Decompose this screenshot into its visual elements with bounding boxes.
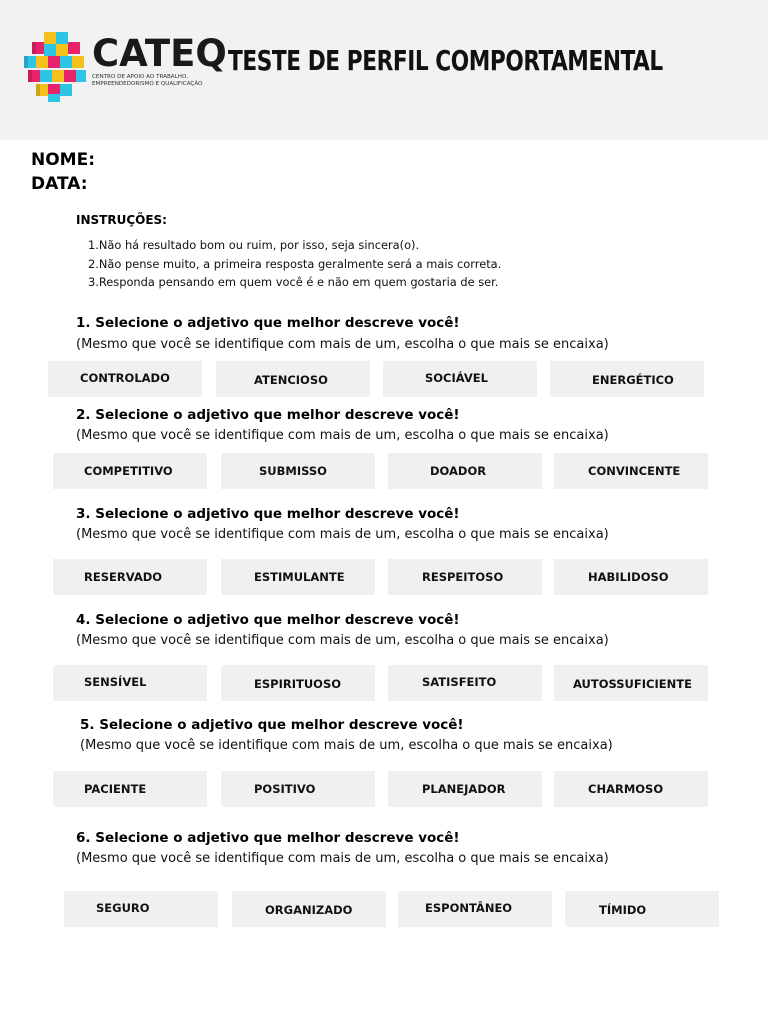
date-label: DATA:	[31, 174, 88, 194]
question-1-subtitle: (Mesmo que você se identifique com mais de um, escolha o que mais se encaixa)	[76, 337, 609, 352]
option-paciente[interactable]	[53, 771, 207, 807]
brand-name: CATEQ	[92, 32, 227, 75]
option-charmoso[interactable]	[554, 771, 708, 807]
option-energetico[interactable]	[550, 361, 704, 397]
option-doador[interactable]	[388, 453, 542, 489]
option-label: PACIENTE	[84, 782, 147, 796]
option-label: SATISFEITO	[422, 675, 497, 689]
option-label: ESTIMULANTE	[254, 570, 345, 584]
option-controlado[interactable]	[48, 361, 202, 397]
option-label: AUTOSSUFICIENTE	[573, 677, 692, 691]
option-label: COMPETITIVO	[84, 464, 173, 478]
header-band	[0, 0, 768, 140]
option-label: RESPEITOSO	[422, 570, 504, 584]
option-habilidoso[interactable]	[554, 559, 708, 595]
option-label: CONVINCENTE	[588, 464, 681, 478]
option-label: ENERGÉTICO	[592, 373, 674, 387]
instruction-item: 2.Não pense muito, a primeira resposta geralmente será a mais correta.	[88, 256, 502, 271]
option-timido[interactable]	[565, 891, 719, 927]
option-autossuficiente[interactable]	[554, 665, 708, 701]
option-respeitoso[interactable]	[388, 559, 542, 595]
cateq-logo-icon	[22, 30, 90, 102]
option-sociavel[interactable]	[383, 361, 537, 397]
instructions-list	[88, 236, 501, 292]
option-competitivo[interactable]	[53, 453, 207, 489]
option-label: RESERVADO	[84, 570, 163, 584]
option-label: SUBMISSO	[259, 464, 327, 478]
option-label: ATENCIOSO	[254, 373, 328, 387]
option-seguro[interactable]	[64, 891, 218, 927]
option-label: TÍMIDO	[599, 903, 647, 917]
option-label: CHARMOSO	[588, 782, 664, 796]
option-estimulante[interactable]	[221, 559, 375, 595]
question-5-title: 5. Selecione o adjetivo que melhor descreve você!	[80, 717, 464, 733]
option-submisso[interactable]	[221, 453, 375, 489]
option-atencioso[interactable]	[216, 361, 370, 397]
question-6-subtitle: (Mesmo que você se identifique com mais de um, escolha o que mais se encaixa)	[76, 851, 609, 866]
instruction-item: 1.Não há resultado bom ou ruim, por isso, seja sincera(o).	[88, 238, 420, 252]
instruction-item: 3.Responda pensando em quem você é e não em quem gostaria de ser.	[88, 275, 499, 290]
option-espontaneo[interactable]	[398, 891, 552, 927]
question-6-title: 6. Selecione o adjetivo que melhor descreve você!	[76, 830, 460, 846]
option-convincente[interactable]	[554, 453, 708, 489]
option-label: CONTROLADO	[80, 371, 170, 385]
name-label: NOME:	[31, 150, 96, 170]
question-1-title: 1. Selecione o adjetivo que melhor descreve você!	[76, 315, 460, 331]
option-satisfeito[interactable]	[388, 665, 542, 701]
option-espirituoso[interactable]	[221, 665, 375, 701]
option-organizado[interactable]	[232, 891, 386, 927]
question-4-subtitle: (Mesmo que você se identifique com mais de um, escolha o que mais se encaixa)	[76, 633, 609, 648]
brand-subtitle: CENTRO DE APOIO AO TRABALHO, EMPREENDEDORISMO E QUALIFICAÇÃO	[92, 74, 203, 87]
option-positivo[interactable]	[221, 771, 375, 807]
question-5-subtitle: (Mesmo que você se identifique com mais de um, escolha o que mais se encaixa)	[80, 738, 613, 753]
option-label: SEGURO	[96, 901, 150, 915]
question-4-title: 4. Selecione o adjetivo que melhor descreve você!	[76, 612, 460, 628]
option-label: ESPIRITUOSO	[254, 677, 341, 691]
option-label: HABILIDOSO	[588, 570, 669, 584]
option-label: ESPONTÂNEO	[425, 901, 513, 915]
option-sensivel[interactable]	[53, 665, 207, 701]
instructions-title: INSTRUÇÕES:	[76, 213, 167, 227]
page-title: TESTE DE PERFIL COMPORTAMENTAL	[228, 44, 663, 77]
question-3-title: 3. Selecione o adjetivo que melhor descreve você!	[76, 506, 460, 522]
question-2-title: 2. Selecione o adjetivo que melhor descreve você!	[76, 407, 460, 423]
option-label: POSITIVO	[254, 782, 316, 796]
option-label: DOADOR	[430, 464, 487, 478]
question-3-subtitle: (Mesmo que você se identifique com mais de um, escolha o que mais se encaixa)	[76, 527, 609, 542]
option-label: PLANEJADOR	[422, 782, 506, 796]
option-planejador[interactable]	[388, 771, 542, 807]
option-reservado[interactable]	[53, 559, 207, 595]
option-label: SOCIÁVEL	[425, 371, 488, 385]
option-label: SENSÍVEL	[84, 675, 147, 689]
question-2-subtitle: (Mesmo que você se identifique com mais de um, escolha o que mais se encaixa)	[76, 428, 609, 443]
option-label: ORGANIZADO	[265, 903, 353, 917]
